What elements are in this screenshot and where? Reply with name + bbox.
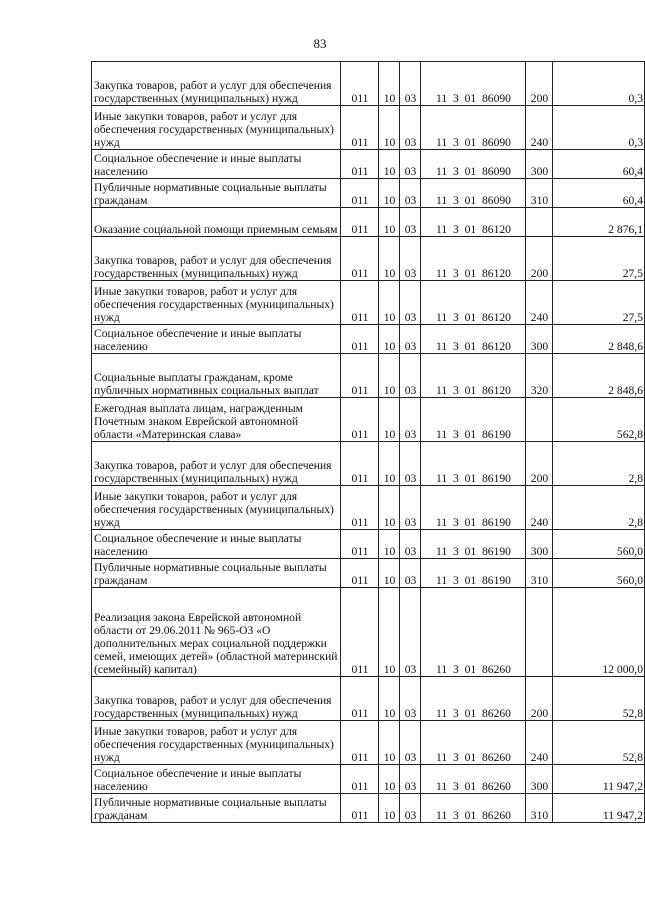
row-name: Публичные нормативные социальные выплаты гражданам <box>92 559 341 588</box>
amount: 60,4 <box>553 150 645 179</box>
target-article-code: 11 3 01 86260 <box>421 765 526 794</box>
expense-type-code: 240 <box>526 721 553 765</box>
table-row <box>92 208 645 237</box>
section-code: 10 <box>379 62 400 106</box>
row-name: Социальное обеспечение и иные выплаты населению <box>92 765 341 794</box>
ministry-code: 011 <box>341 62 379 106</box>
amount: 11 947,2 <box>553 794 645 823</box>
section-code: 10 <box>379 354 400 398</box>
section-code: 10 <box>379 677 400 721</box>
subsection-code: 03 <box>400 588 421 677</box>
row-name: Социальное обеспечение и иные выплаты населению <box>92 530 341 559</box>
budget-table <box>91 61 645 823</box>
target-article-code: 11 3 01 86260 <box>421 677 526 721</box>
expense-type-code <box>526 588 553 677</box>
section-code: 10 <box>379 281 400 325</box>
section-code: 10 <box>379 442 400 486</box>
table-row <box>92 281 645 325</box>
section-code: 10 <box>379 486 400 530</box>
target-article-code: 11 3 01 86260 <box>421 721 526 765</box>
row-name: Социальные выплаты гражданам, кроме публичных нормативных социальных выплат <box>92 354 341 398</box>
table-row <box>92 354 645 398</box>
subsection-code: 03 <box>400 354 421 398</box>
table-row <box>92 106 645 150</box>
amount: 2,8 <box>553 486 645 530</box>
subsection-code: 03 <box>400 794 421 823</box>
ministry-code: 011 <box>341 325 379 354</box>
amount: 560,0 <box>553 559 645 588</box>
subsection-code: 03 <box>400 530 421 559</box>
ministry-code: 011 <box>341 677 379 721</box>
section-code: 10 <box>379 721 400 765</box>
row-name: Иные закупки товаров, работ и услуг для обеспечения государственных (муниципальных) нужд <box>92 106 341 150</box>
subsection-code: 03 <box>400 150 421 179</box>
table-row <box>92 62 645 106</box>
expense-type-code: 310 <box>526 794 553 823</box>
table-row <box>92 486 645 530</box>
amount: 27,5 <box>553 237 645 281</box>
amount: 560,0 <box>553 530 645 559</box>
amount: 2 876,1 <box>553 208 645 237</box>
row-name: Иные закупки товаров, работ и услуг для обеспечения государственных (муниципальных) нужд <box>92 281 341 325</box>
section-code: 10 <box>379 208 400 237</box>
target-article-code: 11 3 01 86120 <box>421 237 526 281</box>
expense-type-code: 300 <box>526 325 553 354</box>
target-article-code: 11 3 01 86260 <box>421 794 526 823</box>
ministry-code: 011 <box>341 106 379 150</box>
subsection-code: 03 <box>400 677 421 721</box>
target-article-code: 11 3 01 86120 <box>421 208 526 237</box>
section-code: 10 <box>379 106 400 150</box>
row-name: Публичные нормативные социальные выплаты гражданам <box>92 179 341 208</box>
table-row <box>92 765 645 794</box>
row-name: Закупка товаров, работ и услуг для обеспечения государственных (муниципальных) нужд <box>92 677 341 721</box>
ministry-code: 011 <box>341 398 379 442</box>
table-row <box>92 677 645 721</box>
expense-type-code <box>526 208 553 237</box>
amount: 60,4 <box>553 179 645 208</box>
target-article-code: 11 3 01 86120 <box>421 325 526 354</box>
table-row <box>92 588 645 677</box>
subsection-code: 03 <box>400 721 421 765</box>
row-name: Публичные нормативные социальные выплаты гражданам <box>92 794 341 823</box>
row-name: Закупка товаров, работ и услуг для обеспечения государственных (муниципальных) нужд <box>92 442 341 486</box>
table-row <box>92 325 645 354</box>
subsection-code: 03 <box>400 106 421 150</box>
amount: 52,8 <box>553 677 645 721</box>
ministry-code: 011 <box>341 208 379 237</box>
row-name: Социальное обеспечение и иные выплаты населению <box>92 325 341 354</box>
ministry-code: 011 <box>341 530 379 559</box>
amount: 27,5 <box>553 281 645 325</box>
amount: 562,8 <box>553 398 645 442</box>
subsection-code: 03 <box>400 208 421 237</box>
expense-type-code: 300 <box>526 150 553 179</box>
subsection-code: 03 <box>400 559 421 588</box>
expense-type-code: 200 <box>526 442 553 486</box>
amount: 0,3 <box>553 106 645 150</box>
subsection-code: 03 <box>400 486 421 530</box>
target-article-code: 11 3 01 86120 <box>421 354 526 398</box>
expense-type-code: 200 <box>526 237 553 281</box>
target-article-code: 11 3 01 86190 <box>421 442 526 486</box>
table-row <box>92 398 645 442</box>
target-article-code: 11 3 01 86260 <box>421 588 526 677</box>
table-row <box>92 559 645 588</box>
ministry-code: 011 <box>341 721 379 765</box>
target-article-code: 11 3 01 86120 <box>421 281 526 325</box>
expense-type-code: 300 <box>526 530 553 559</box>
row-name: Ежегодная выплата лицам, награжденным Почетным знаком Еврейской автономной области «Материнская слава» <box>92 398 341 442</box>
ministry-code: 011 <box>341 179 379 208</box>
ministry-code: 011 <box>341 281 379 325</box>
table-row <box>92 237 645 281</box>
amount: 2 848,6 <box>553 354 645 398</box>
amount: 52,8 <box>553 721 645 765</box>
table-row <box>92 794 645 823</box>
section-code: 10 <box>379 559 400 588</box>
ministry-code: 011 <box>341 442 379 486</box>
ministry-code: 011 <box>341 794 379 823</box>
section-code: 10 <box>379 237 400 281</box>
row-name: Закупка товаров, работ и услуг для обеспечения государственных (муниципальных) нужд <box>92 62 341 106</box>
expense-type-code: 200 <box>526 677 553 721</box>
subsection-code: 03 <box>400 442 421 486</box>
row-name: Реализация закона Еврейской автономной области от 29.06.2011 № 965-ОЗ «О дополнительных мерах социальной поддержки семей, имеющих детей» (областной материнский (семейный) капитал) <box>92 588 341 677</box>
expense-type-code: 240 <box>526 281 553 325</box>
ministry-code: 011 <box>341 237 379 281</box>
expense-type-code: 310 <box>526 559 553 588</box>
row-name: Социальное обеспечение и иные выплаты населению <box>92 150 341 179</box>
row-name: Иные закупки товаров, работ и услуг для обеспечения государственных (муниципальных) нужд <box>92 721 341 765</box>
table-row <box>92 179 645 208</box>
target-article-code: 11 3 01 86190 <box>421 486 526 530</box>
amount: 2,8 <box>553 442 645 486</box>
ministry-code: 011 <box>341 150 379 179</box>
row-name: Закупка товаров, работ и услуг для обеспечения государственных (муниципальных) нужд <box>92 237 341 281</box>
expense-type-code <box>526 398 553 442</box>
subsection-code: 03 <box>400 398 421 442</box>
page-number: 83 <box>313 36 327 51</box>
section-code: 10 <box>379 179 400 208</box>
target-article-code: 11 3 01 86090 <box>421 179 526 208</box>
table-row <box>92 530 645 559</box>
expense-type-code: 300 <box>526 765 553 794</box>
amount: 0,3 <box>553 62 645 106</box>
target-article-code: 11 3 01 86090 <box>421 150 526 179</box>
row-name: Иные закупки товаров, работ и услуг для обеспечения государственных (муниципальных) нужд <box>92 486 341 530</box>
subsection-code: 03 <box>400 765 421 794</box>
table-row <box>92 150 645 179</box>
section-code: 10 <box>379 398 400 442</box>
ministry-code: 011 <box>341 765 379 794</box>
section-code: 10 <box>379 150 400 179</box>
target-article-code: 11 3 01 86090 <box>421 62 526 106</box>
subsection-code: 03 <box>400 237 421 281</box>
section-code: 10 <box>379 794 400 823</box>
target-article-code: 11 3 01 86190 <box>421 559 526 588</box>
expense-type-code: 240 <box>526 486 553 530</box>
subsection-code: 03 <box>400 325 421 354</box>
ministry-code: 011 <box>341 486 379 530</box>
table-row <box>92 442 645 486</box>
target-article-code: 11 3 01 86190 <box>421 530 526 559</box>
expense-type-code: 320 <box>526 354 553 398</box>
expense-type-code: 240 <box>526 106 553 150</box>
target-article-code: 11 3 01 86190 <box>421 398 526 442</box>
subsection-code: 03 <box>400 179 421 208</box>
subsection-code: 03 <box>400 281 421 325</box>
amount: 11 947,2 <box>553 765 645 794</box>
amount: 12 000,0 <box>553 588 645 677</box>
target-article-code: 11 3 01 86090 <box>421 106 526 150</box>
section-code: 10 <box>379 325 400 354</box>
ministry-code: 011 <box>341 354 379 398</box>
ministry-code: 011 <box>341 559 379 588</box>
table-row <box>92 721 645 765</box>
section-code: 10 <box>379 765 400 794</box>
row-name: Оказание социальной помощи приемным семьям <box>92 208 341 237</box>
amount: 2 848,6 <box>553 325 645 354</box>
section-code: 10 <box>379 588 400 677</box>
section-code: 10 <box>379 530 400 559</box>
subsection-code: 03 <box>400 62 421 106</box>
expense-type-code: 200 <box>526 62 553 106</box>
ministry-code: 011 <box>341 588 379 677</box>
expense-type-code: 310 <box>526 179 553 208</box>
